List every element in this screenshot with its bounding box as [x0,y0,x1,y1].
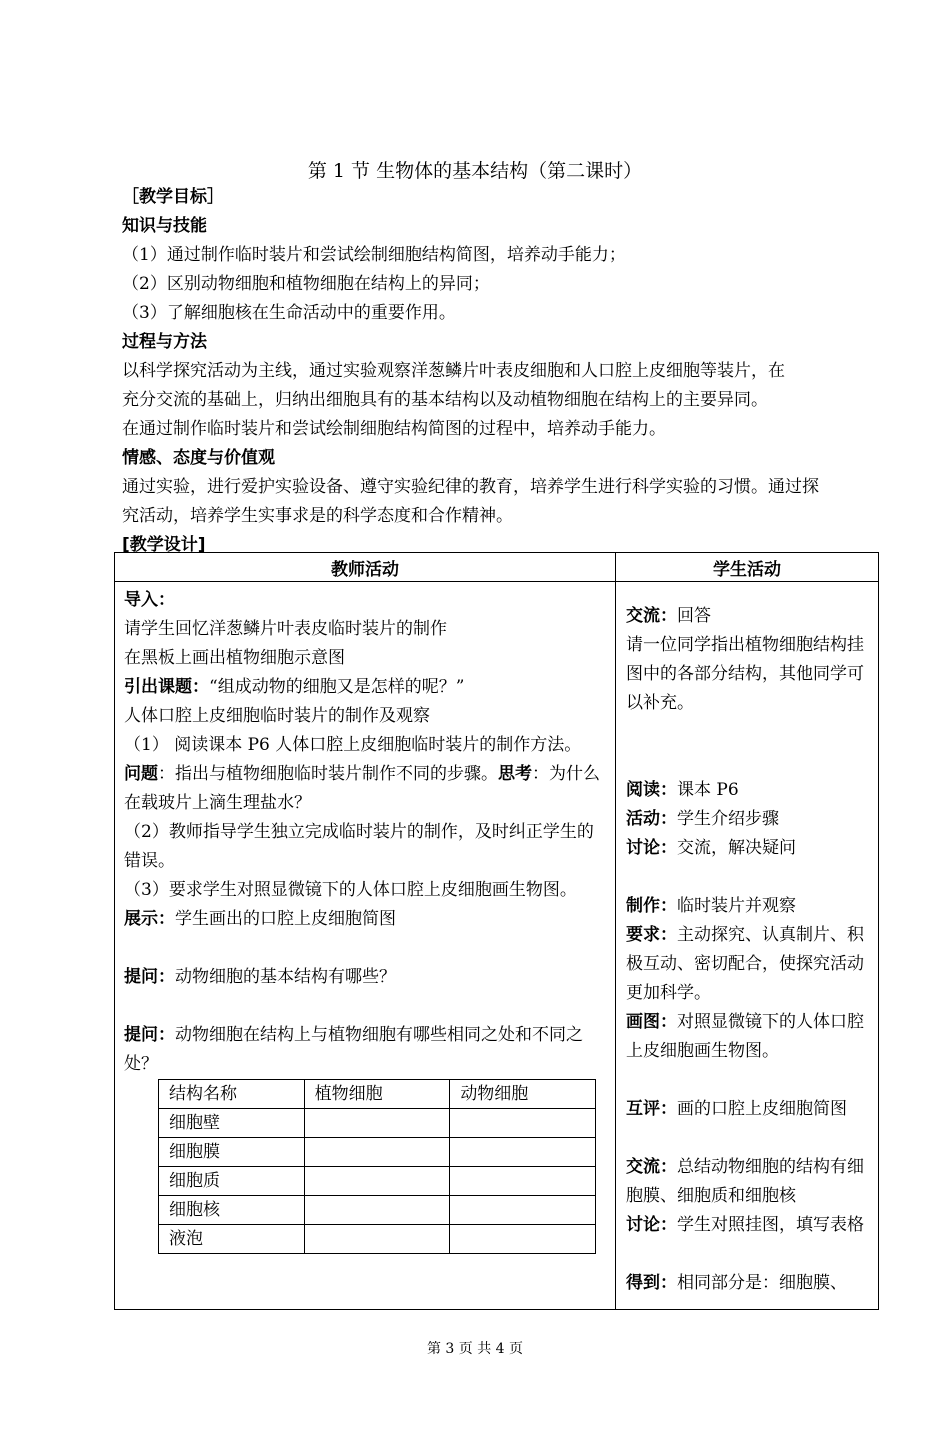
page-footer: 第 3 页 共 4 页 [426,1341,524,1357]
show-text: 学生画出的口腔上皮细胞简图 [175,909,396,929]
process-heading: 过程与方法 [122,332,207,352]
exchange-text: 回答 [677,606,711,626]
emotion-heading: 情感、态度与价值观 [122,448,275,468]
read-text: 课本 P6 [677,780,739,800]
intro-label: 导入： [124,590,175,610]
think-label: 思考 [498,764,532,784]
knowledge-heading: 知识与技能 [122,216,207,236]
draw-label: 画图： [626,1012,677,1032]
page-title: 第 1 节 生物体的基本结构（第二课时） [307,160,643,182]
compare-cell [304,1109,450,1138]
emotion-line: 通过实验，进行爱护实验设备、遵守实验纪律的教育，培养学生进行科学实验的习惯。通过探 [122,477,819,497]
make-text: 临时装片并观察 [677,896,796,916]
compare-table [158,1079,596,1254]
compare-cell [450,1138,596,1167]
ask-label: 提问： [124,967,175,987]
exchange-label: 交流： [626,606,677,626]
question-label: 问题 [124,764,158,784]
compare-cell [450,1196,596,1225]
student-column-header: 学生活动 [616,553,879,582]
activity-label: 活动： [626,809,677,829]
emotion-line: 究活动，培养学生实事求是的科学态度和合作精神。 [122,506,513,526]
review-text: 画的口腔上皮细胞简图 [677,1099,847,1119]
process-line: 充分交流的基础上，归纳出细胞具有的基本结构以及动植物细胞在结构上的主要异同。 [122,390,768,410]
teacher-line: 人体口腔上皮细胞临时装片的制作及观察 [124,706,430,726]
compare-header: 结构名称 [159,1080,305,1109]
compare-cell [304,1138,450,1167]
compare-cell [304,1167,450,1196]
goals-section [122,183,882,560]
compare-cell [450,1109,596,1138]
teacher-activity-cell [115,582,616,1310]
discuss-label: 讨论： [626,838,677,858]
review-label: 互评： [626,1099,677,1119]
design-heading: [教学设计] [122,535,206,555]
compare-header: 植物细胞 [304,1080,450,1109]
exchange-detail: 请一位同学指出植物细胞结构挂图中的各部分结构，其他同学可以补充。 [626,635,864,713]
require-label: 要求： [626,925,677,945]
think-text: ：为什么在载玻片上滴生理盐水？ [124,764,600,813]
draw-text: 对照显微镜下的人体口腔上皮细胞画生物图。 [626,1012,864,1061]
compare-row-label: 液泡 [159,1225,305,1254]
compare-row-label: 细胞壁 [159,1109,305,1138]
read-label: 阅读： [626,780,677,800]
discuss-text: 交流，解决疑问 [677,838,796,858]
topic-text: “组成动物的细胞又是怎样的呢？” [209,677,465,697]
topic-label: 引出课题： [124,677,209,697]
step-3: （3）要求学生对照显微镜下的人体口腔上皮细胞画生物图。 [124,880,577,900]
question-text: ：指出与植物细胞临时装片制作不同的步骤。 [158,764,498,784]
exchange-text: 总结动物细胞的结构有细胞膜、细胞质和细胞核 [626,1157,864,1206]
step-2: （2）教师指导学生独立完成临时装片的制作，及时纠正学生的错误。 [124,822,594,871]
result-label: 得到： [626,1273,677,1293]
goals-heading: ［教学目标］ [122,187,224,207]
teacher-line: 在黑板上画出植物细胞示意图 [124,648,345,668]
process-line: 以科学探究活动为主线，通过实验观察洋葱鳞片叶表皮细胞和人口腔上皮细胞等装片，在 [122,361,785,381]
compare-row-label: 细胞核 [159,1196,305,1225]
ask-text: 动物细胞的基本结构有哪些？ [175,967,396,987]
ask-text: 动物细胞在结构上与植物细胞有哪些相同之处和不同之处？ [124,1025,583,1074]
require-text: 主动探究、认真制片、积极互动、密切配合，使探究活动更加科学。 [626,925,864,1003]
show-label: 展示： [124,909,175,929]
knowledge-item: （3）了解细胞核在生命活动中的重要作用。 [122,303,456,323]
student-activity-cell [616,582,879,1310]
compare-row-label: 细胞质 [159,1167,305,1196]
compare-cell [304,1196,450,1225]
compare-header: 动物细胞 [450,1080,596,1109]
process-line: 在通过制作临时装片和尝试绘制细胞结构简图的过程中，培养动手能力。 [122,419,666,439]
knowledge-item: （2）区别动物细胞和植物细胞在结构上的异同； [122,274,490,294]
make-label: 制作： [626,896,677,916]
result-text: 相同部分是：细胞膜、 [677,1273,847,1293]
compare-row-label: 细胞膜 [159,1138,305,1167]
activity-text: 学生介绍步骤 [677,809,779,829]
lesson-table [114,552,879,1310]
compare-cell [450,1167,596,1196]
discuss-label: 讨论： [626,1215,677,1235]
knowledge-item: （1）通过制作临时装片和尝试绘制细胞结构简图，培养动手能力； [122,245,626,265]
step-1: （1） 阅读课本 P6 人体口腔上皮细胞临时装片的制作方法。 [124,735,582,755]
discuss-text: 学生对照挂图，填写表格 [677,1215,864,1235]
compare-cell [304,1225,450,1254]
teacher-line: 请学生回忆洋葱鳞片叶表皮临时装片的制作 [124,619,447,639]
teacher-column-header: 教师活动 [115,553,616,582]
exchange-label: 交流： [626,1157,677,1177]
ask-label: 提问： [124,1025,175,1045]
compare-cell [450,1225,596,1254]
